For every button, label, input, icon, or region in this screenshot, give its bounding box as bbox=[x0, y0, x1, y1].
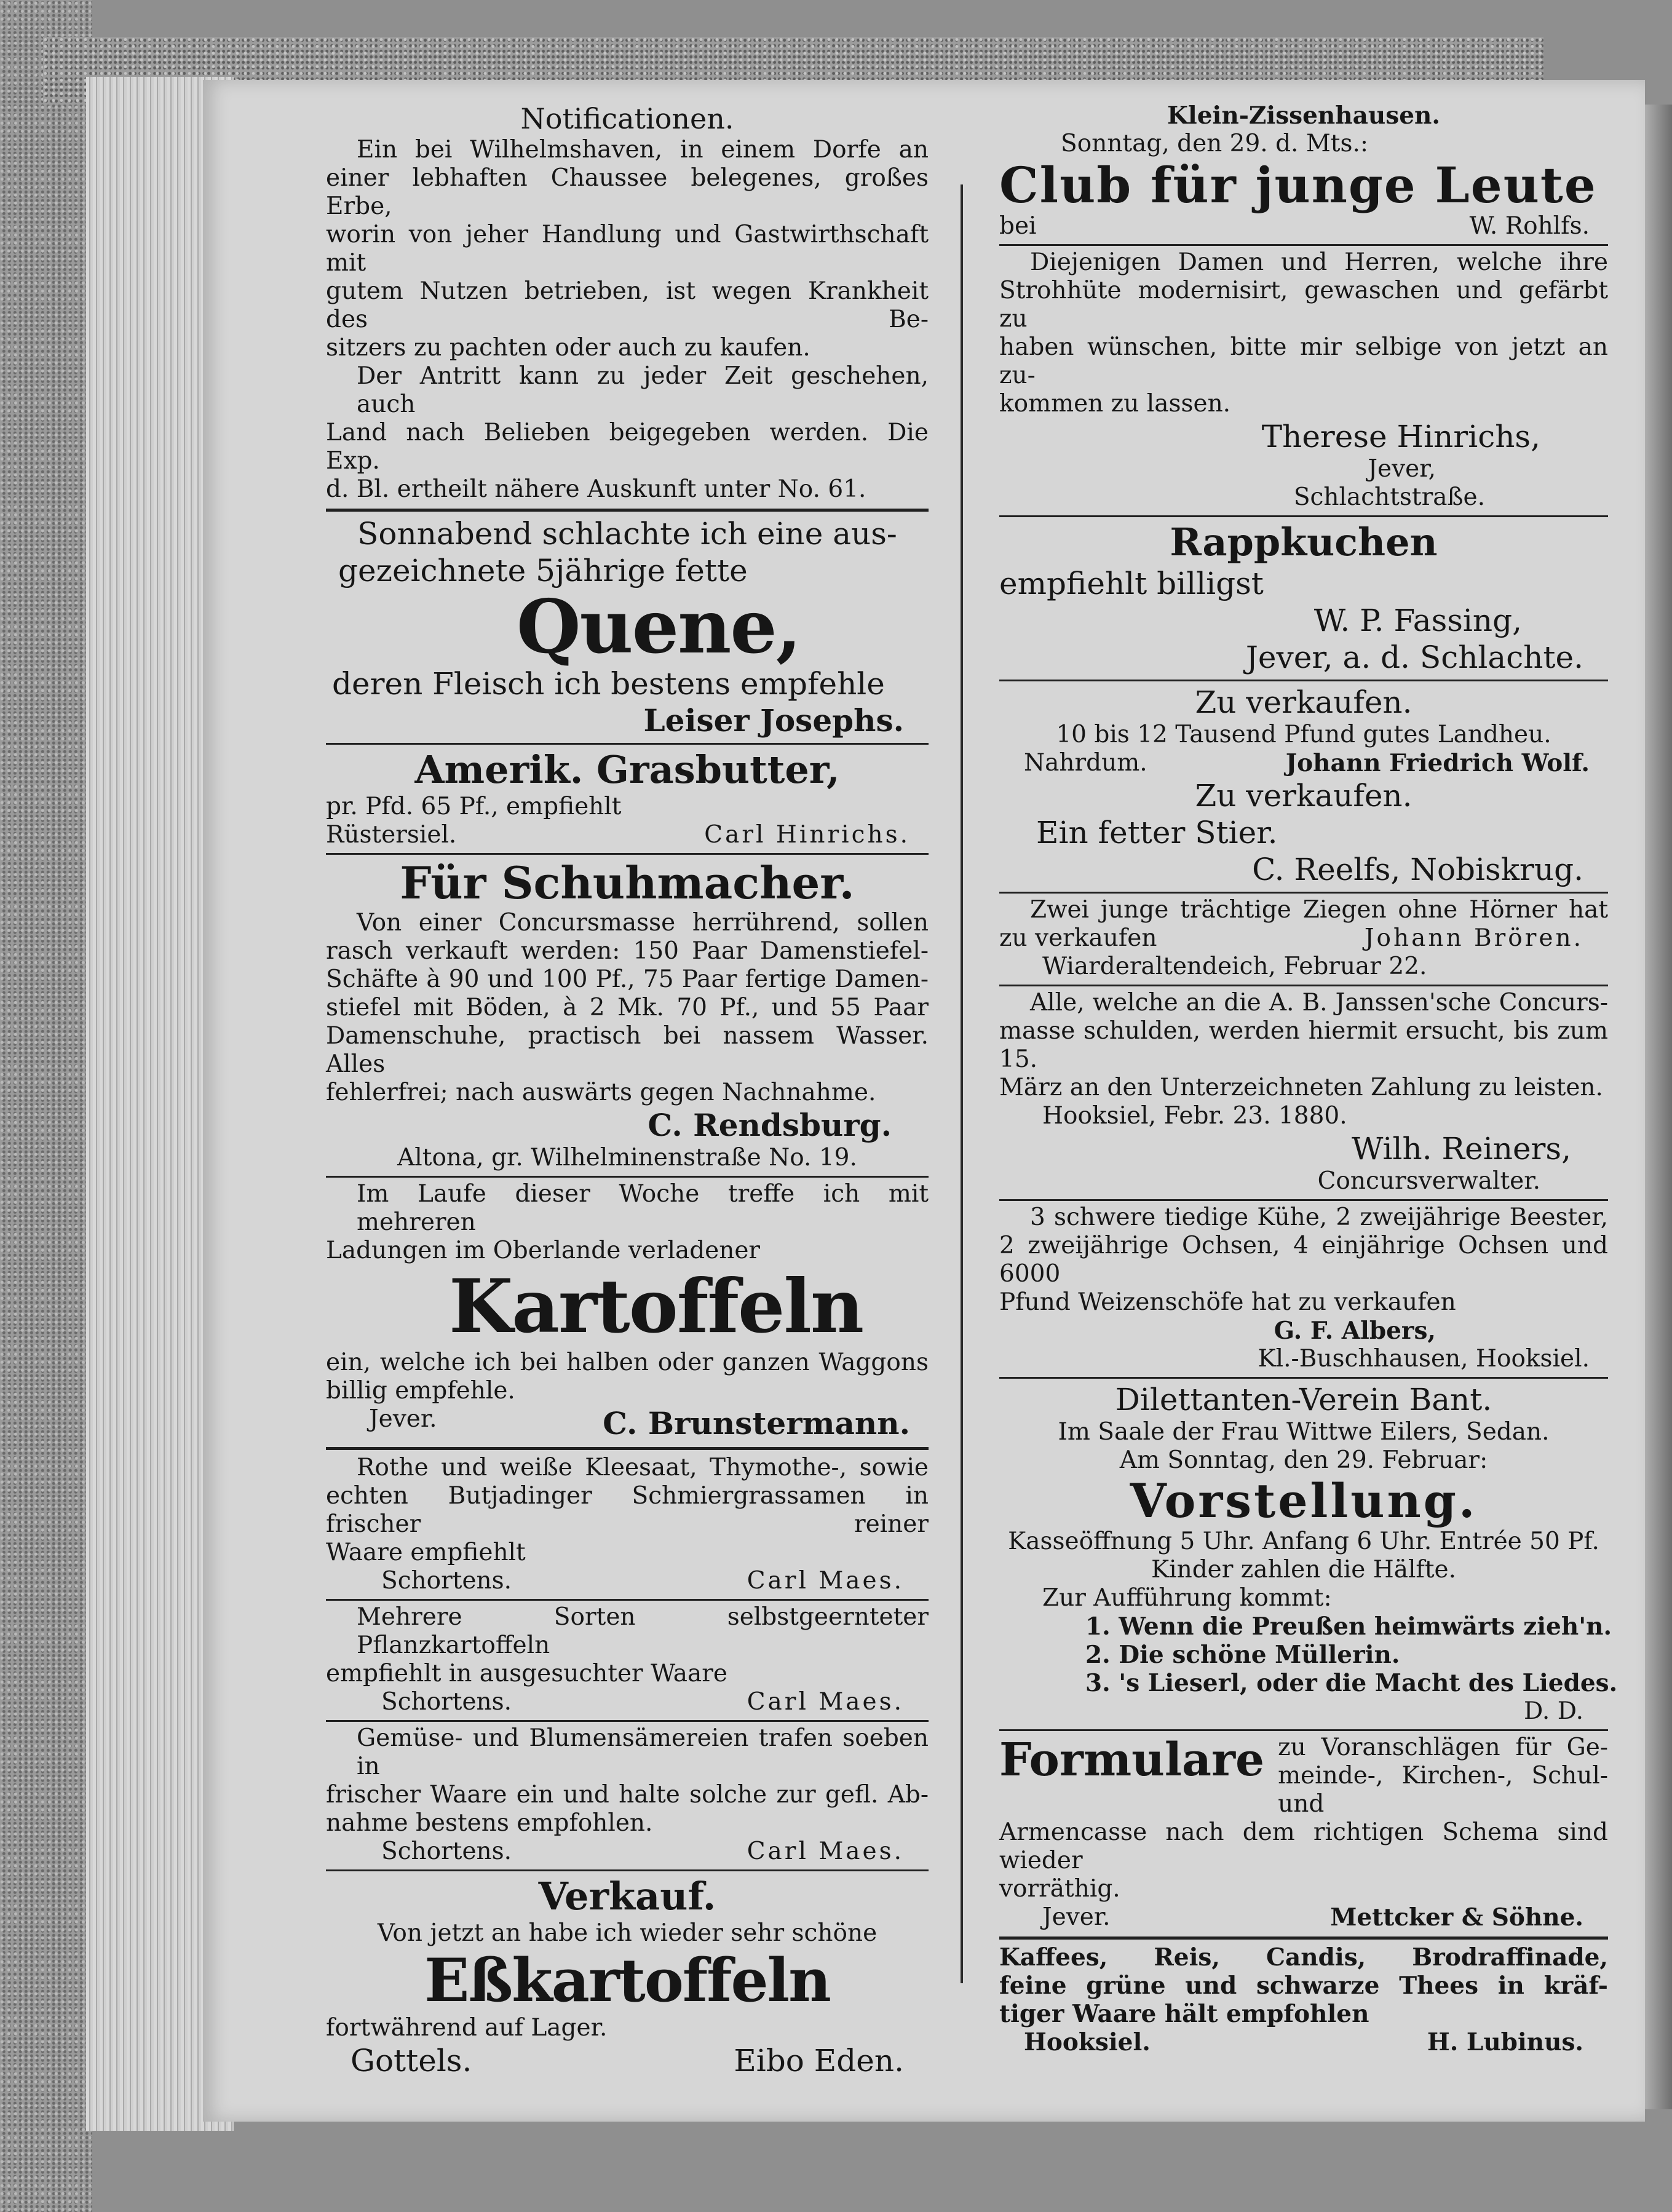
text-line: Gemüse- und Blumensämereien trafen soeben in bbox=[357, 1724, 929, 1780]
text-line: Der Antritt kann zu jeder Zeit geschehen, auch bbox=[357, 362, 929, 418]
text-line: echten Butjadinger Schmiergrassamen in frischer reiner bbox=[326, 1482, 929, 1538]
ad-pflanzkartoffeln bbox=[326, 1603, 929, 1716]
ad-headline: Vorstellung. bbox=[1130, 1473, 1478, 1528]
text-line: frischer Waare ein und halte solche zur gefl. Ab- bbox=[326, 1781, 929, 1809]
ad-place: Nahrdum. bbox=[1024, 749, 1147, 777]
left-column bbox=[326, 101, 929, 2079]
ad-verkauf bbox=[326, 1874, 929, 2079]
text-line: Sonntag, den 29. d. Mts.: bbox=[1061, 130, 1369, 157]
ad-headline: Zu verkaufen. bbox=[1195, 684, 1412, 720]
text-line: rasch verkauft werden: 150 Paar Damenstiefel- bbox=[326, 937, 929, 965]
text-line: deren Fleisch ich bestens empfehle bbox=[332, 666, 885, 702]
ad-address: Jever, a. d. Schlachte. bbox=[1245, 640, 1583, 675]
ad-role: Concursverwalter. bbox=[1317, 1167, 1540, 1195]
text-line: sitzers zu pachten oder auch zu kaufen. bbox=[326, 334, 810, 362]
text-line: tiger Waare hält empfohlen bbox=[999, 2000, 1369, 2028]
ad-signature: Wilh. Reiners, bbox=[1352, 1131, 1571, 1167]
ad-place: Klein-Zissenhausen. bbox=[1167, 101, 1440, 130]
text-line: Von jetzt an habe ich wieder sehr schöne bbox=[377, 1919, 878, 1947]
section-rule bbox=[999, 244, 1608, 246]
text-line: haben wünschen, bitte mir selbige von jetzt an zu- bbox=[999, 333, 1608, 389]
text-line: Sonnabend schlachte ich eine aus- bbox=[357, 516, 897, 552]
ad-signature: Johann Friedrich Wolf. bbox=[1285, 749, 1590, 777]
ad-formulare bbox=[999, 1734, 1608, 1932]
section-rule bbox=[326, 509, 929, 512]
text-line: gutem Nutzen betrieben, ist wegen Krankheit des Be- bbox=[326, 277, 929, 333]
ad-address: Altona, gr. Wilhelminenstraße No. 19. bbox=[397, 1144, 857, 1171]
text-line: Damenschuhe, practisch bei nassem Wasser. Alles bbox=[326, 1022, 929, 1078]
text-line: Strohhüte modernisirt, gewaschen und gefärbt zu bbox=[999, 277, 1608, 333]
ad-place: Jever. bbox=[369, 1405, 437, 1433]
ad-schuhmacher bbox=[326, 857, 929, 1172]
text-line: Armencasse nach dem richtigen Schema sind wieder bbox=[999, 1818, 1608, 1874]
ad-kaffees bbox=[999, 1943, 1608, 2056]
text-line: meinde-, Kirchen-, Schul- und bbox=[1278, 1762, 1608, 1818]
ad-signature: C. Rendsburg. bbox=[648, 1107, 892, 1143]
text-line: Pfund Weizenschöfe hat zu verkaufen bbox=[999, 1288, 1456, 1316]
text-line: ein, welche ich bei halben oder ganzen Waggons bbox=[326, 1349, 929, 1376]
ad-place: Schortens. bbox=[381, 1688, 512, 1716]
text-line: worin von jeher Handlung und Gastwirthschaft mit bbox=[326, 221, 929, 277]
text-line: Kasseöffnung 5 Uhr. Anfang 6 Uhr. Entrée 50 Pf. bbox=[1008, 1528, 1599, 1555]
section-rule bbox=[326, 1176, 929, 1178]
text-line: Zur Aufführung kommt: bbox=[1042, 1584, 1332, 1612]
ad-headline: Kartoffeln bbox=[449, 1263, 863, 1350]
ad-signature: D. D. bbox=[1524, 1697, 1583, 1725]
text-line: Kinder zahlen die Hälfte. bbox=[1151, 1556, 1457, 1584]
text-line: bei bbox=[999, 212, 1037, 240]
ad-kartoffeln bbox=[326, 1180, 929, 1442]
text-line: d. Bl. ertheilt nähere Auskunft unter No. 61. bbox=[326, 475, 866, 503]
text-line: zu verkaufen bbox=[999, 924, 1157, 952]
program-item: 1. Wenn die Preußen heimwärts zieh'n. bbox=[1085, 1612, 1612, 1641]
text-line: pr. Pfd. 65 Pf., empfiehlt bbox=[326, 793, 622, 820]
section-rule bbox=[326, 853, 929, 855]
text-line: Alle, welche an die A. B. Janssen'sche Concurs- bbox=[1030, 989, 1608, 1017]
ad-kleesaat bbox=[326, 1454, 929, 1595]
text-line: einer lebhaften Chaussee belegenes, großes Erbe, bbox=[326, 164, 929, 220]
ad-club bbox=[999, 101, 1608, 240]
text-line: Von einer Concursmasse herrührend, sollen bbox=[357, 909, 929, 937]
ad-notifications bbox=[326, 101, 929, 504]
text-line: vorräthig. bbox=[999, 1875, 1120, 1903]
ad-headline: Quene, bbox=[517, 584, 801, 670]
text-line: Schäfte à 90 und 100 Pf., 75 Paar fertige Damen- bbox=[326, 965, 929, 993]
section-rule bbox=[999, 1377, 1608, 1379]
ad-address: Schlachtstraße. bbox=[1293, 483, 1485, 511]
ad-headline: Rappkuchen bbox=[1170, 520, 1438, 565]
ad-signature: Mettcker & Söhne. bbox=[1330, 1903, 1583, 1932]
ad-signature: G. F. Albers, bbox=[1274, 1317, 1436, 1345]
text-line: stiefel mit Böden, à 2 Mk. 70 Pf., und 55 Paar bbox=[326, 994, 929, 1021]
text-line: kommen zu lassen. bbox=[999, 390, 1231, 418]
section-rule bbox=[999, 680, 1608, 681]
ad-place: Schortens. bbox=[381, 1567, 512, 1595]
ad-signature: Eibo Eden. bbox=[734, 2043, 904, 2079]
text-line: Mehrere Sorten selbstgeernteter Pflanzkartoffeln bbox=[357, 1603, 929, 1659]
ad-stier bbox=[999, 777, 1608, 888]
ad-place: Jever. bbox=[1042, 1903, 1111, 1931]
text-line: Im Saale der Frau Wittwe Eilers, Sedan. bbox=[1058, 1418, 1550, 1446]
ad-concurs bbox=[999, 989, 1608, 1195]
ad-rappkuchen bbox=[999, 520, 1608, 676]
text-line: 3 schwere tiedige Kühe, 2 zweijährige Beester, bbox=[1030, 1203, 1608, 1231]
section-rule bbox=[999, 985, 1608, 986]
text-line: gezeichnete 5jährige fette bbox=[338, 553, 748, 589]
section-rule bbox=[326, 1869, 929, 1871]
text-line: 2 zweijährige Ochsen, 4 einjährige Ochsen und 6000 bbox=[999, 1232, 1608, 1288]
text-line: Waare empfiehlt bbox=[326, 1539, 526, 1566]
text-line: Ein bei Wilhelmshaven, in einem Dorfe an bbox=[357, 136, 929, 164]
section-rule bbox=[326, 1447, 929, 1450]
text-line: billig empfehle. bbox=[326, 1377, 515, 1405]
ad-signature: Carl Hinrichs. bbox=[704, 821, 910, 849]
ad-kuehe bbox=[999, 1203, 1608, 1373]
column-divider bbox=[961, 184, 963, 1983]
ad-grasbutter bbox=[326, 747, 929, 849]
ad-title: Notificationen. bbox=[520, 102, 734, 135]
ad-headline: Verkauf. bbox=[538, 1874, 716, 1919]
text-line: empfiehlt in ausgesuchter Waare bbox=[326, 1660, 728, 1687]
ad-signature: C. Reelfs, Nobiskrug. bbox=[1252, 852, 1583, 887]
ad-dilettanten bbox=[999, 1381, 1618, 1726]
ad-place: Rüstersiel. bbox=[326, 821, 457, 849]
ad-headline: Für Schuhmacher. bbox=[400, 857, 855, 909]
ad-signature: H. Lubinus. bbox=[1427, 2028, 1583, 2056]
ad-signature: Therese Hinrichs, bbox=[1261, 419, 1540, 454]
ad-address: Kl.-Buschhausen, Hooksiel. bbox=[1258, 1345, 1590, 1373]
ad-headline: Amerik. Grasbutter, bbox=[414, 747, 840, 792]
text-line: März an den Unterzeichneten Zahlung zu leisten. bbox=[999, 1074, 1603, 1101]
ad-signature: Carl Maes. bbox=[747, 1837, 904, 1865]
text-line: Diejenigen Damen und Herren, welche ihre bbox=[1030, 248, 1608, 276]
ad-ziegen bbox=[999, 896, 1608, 981]
text-line: 10 bis 12 Tausend Pfund gutes Landheu. bbox=[1056, 721, 1551, 748]
ad-signature: C. Brunstermann. bbox=[603, 1405, 910, 1441]
ad-strohhuete bbox=[999, 248, 1608, 512]
text-line: Kaffees, Reis, Candis, Brodraffinade, bbox=[999, 1943, 1608, 1972]
ad-signature: Carl Maes. bbox=[747, 1688, 904, 1716]
text-line: Am Sonntag, den 29. Februar: bbox=[1119, 1446, 1488, 1474]
ad-headline: Eßkartoffeln bbox=[424, 1946, 830, 2015]
section-rule bbox=[999, 515, 1608, 517]
text-line: Zwei junge trächtige Ziegen ohne Hörner hat bbox=[1030, 896, 1608, 924]
text-line: Rothe und weiße Kleesaat, Thymothe-, sowie bbox=[357, 1454, 929, 1481]
ad-place: Jever, bbox=[1368, 455, 1436, 483]
ad-signature: Johann Brören. bbox=[1364, 924, 1583, 952]
ad-headline: Club für junge Leute bbox=[999, 156, 1597, 214]
text-line: Im Laufe dieser Woche treffe ich mit mehreren bbox=[357, 1180, 929, 1236]
ad-place: Hooksiel. bbox=[1024, 2028, 1151, 2056]
text-line: nahme bestens empfohlen. bbox=[326, 1809, 653, 1837]
ad-signature: Leiser Josephs. bbox=[643, 702, 904, 739]
ad-saemereien bbox=[326, 1724, 929, 1866]
program-item: 3. 's Lieserl, oder die Macht des Liedes. bbox=[1085, 1669, 1618, 1697]
section-rule bbox=[999, 892, 1608, 894]
section-rule bbox=[326, 1599, 929, 1601]
section-rule bbox=[999, 1199, 1608, 1201]
ad-place: Schortens. bbox=[381, 1837, 512, 1865]
text-line: fehlerfrei; nach auswärts gegen Nachnahme. bbox=[326, 1079, 876, 1106]
ad-landheu bbox=[999, 684, 1608, 777]
text-line: Land nach Belieben beigegeben werden. Die Exp. bbox=[326, 419, 929, 475]
text-line: feine grüne und schwarze Thees in kräf- bbox=[999, 1972, 1608, 2000]
text-line: fortwährend auf Lager. bbox=[326, 2014, 608, 2042]
ad-signature: W. P. Fassing, bbox=[1313, 603, 1522, 638]
text-line: masse schulden, werden hiermit ersucht, bis zum 15. bbox=[999, 1017, 1608, 1073]
ad-headline: Zu verkaufen. bbox=[1195, 778, 1412, 814]
ad-signature: W. Rohlfs. bbox=[1469, 212, 1590, 240]
section-rule bbox=[999, 1936, 1608, 1940]
text-line: empfiehlt billigst bbox=[999, 566, 1264, 601]
section-rule bbox=[326, 1720, 929, 1722]
ad-signature: Carl Maes. bbox=[747, 1567, 904, 1595]
section-rule bbox=[326, 743, 929, 745]
ad-headline: Dilettanten-Verein Bant. bbox=[1115, 1382, 1492, 1417]
program-item: 2. Die schöne Müllerin. bbox=[1085, 1641, 1400, 1669]
text-line: Ein fetter Stier. bbox=[1036, 815, 1278, 850]
text-line: zu Voranschlägen für Ge- bbox=[1278, 1734, 1608, 1761]
ad-headline: Formulare bbox=[999, 1734, 1265, 1786]
right-column bbox=[999, 101, 1618, 2056]
ad-place: Wiarderaltendeich, Februar 22. bbox=[1042, 953, 1427, 980]
ad-place: Gottels. bbox=[351, 2043, 472, 2079]
text-line: Ladungen im Oberlande verladener bbox=[326, 1237, 761, 1264]
section-rule bbox=[999, 1729, 1608, 1731]
ad-place: Hooksiel, Febr. 23. 1880. bbox=[1042, 1102, 1347, 1130]
book-binding bbox=[0, 0, 92, 2212]
ad-quene bbox=[326, 515, 929, 739]
